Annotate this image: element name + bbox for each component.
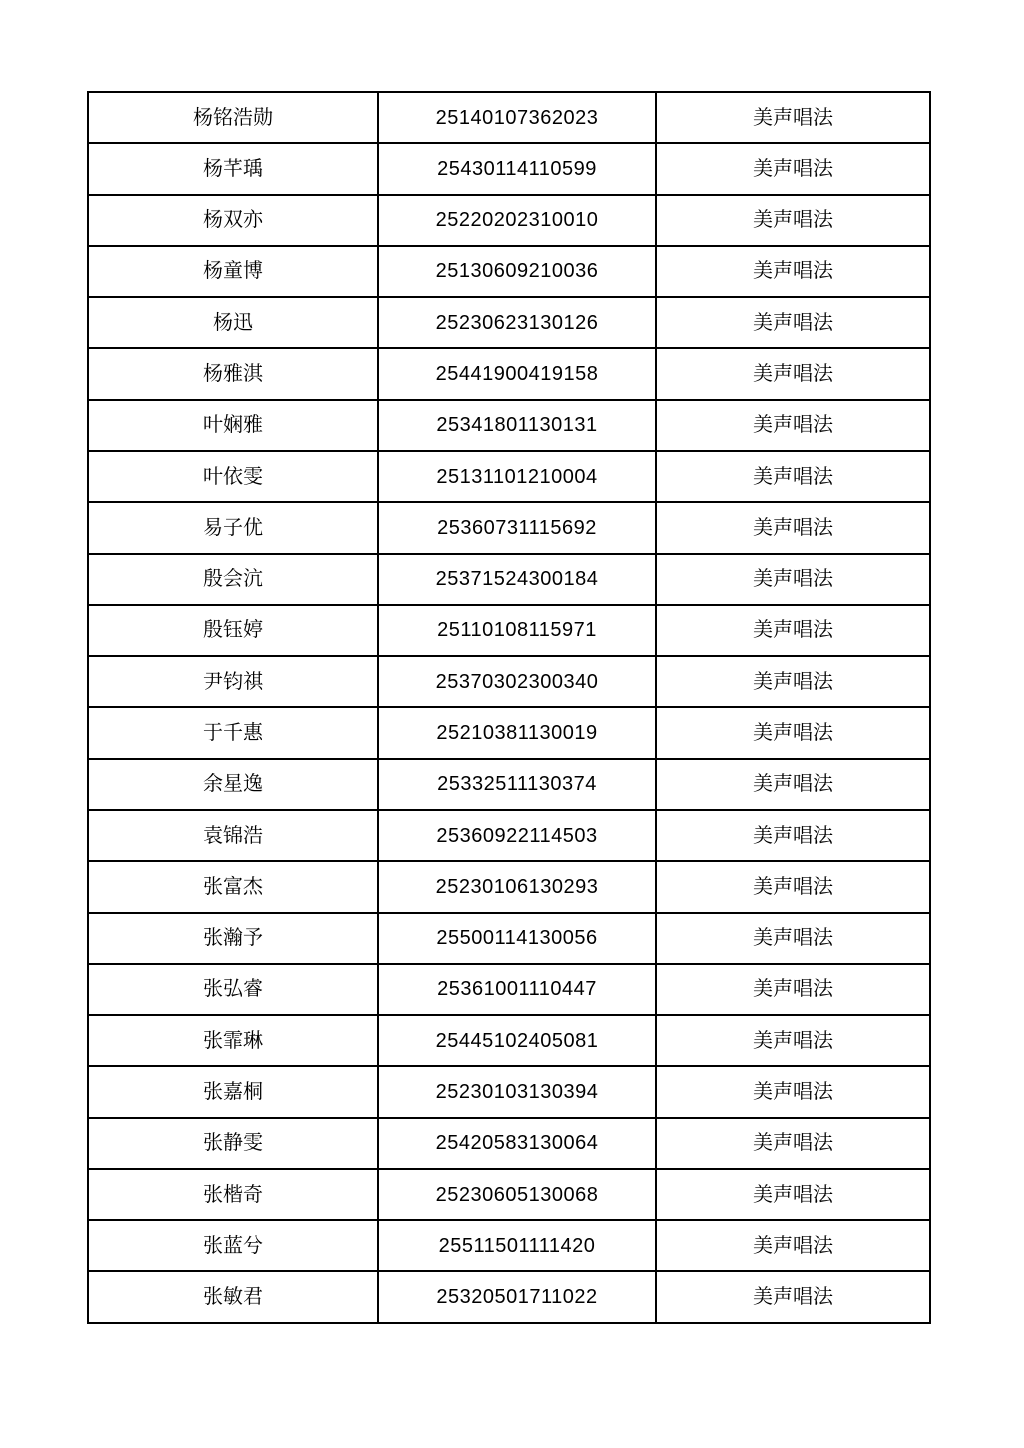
exam-number-cell: 25500114130056 <box>378 913 656 964</box>
vocal-style-cell: 美声唱法 <box>656 554 930 605</box>
name-cell: 张弘睿 <box>88 964 378 1015</box>
table-row <box>88 297 930 348</box>
name-cell: 张富杰 <box>88 861 378 912</box>
table-row <box>88 1271 930 1322</box>
name-cell: 张蓝兮 <box>88 1220 378 1271</box>
vocal-style-cell: 美声唱法 <box>656 1271 930 1322</box>
name-cell: 于千惠 <box>88 707 378 758</box>
name-cell: 张霏琳 <box>88 1015 378 1066</box>
exam-number-cell: 25360731115692 <box>378 502 656 553</box>
vocal-style-cell: 美声唱法 <box>656 92 930 143</box>
name-cell: 张静雯 <box>88 1118 378 1169</box>
name-cell: 杨芊瑀 <box>88 143 378 194</box>
vocal-style-cell: 美声唱法 <box>656 656 930 707</box>
name-cell: 张楷奇 <box>88 1169 378 1220</box>
table-row <box>88 1169 930 1220</box>
exam-number-cell: 25140107362023 <box>378 92 656 143</box>
exam-number-cell: 25341801130131 <box>378 400 656 451</box>
name-cell: 杨铭浩勋 <box>88 92 378 143</box>
exam-number-cell: 25320501711022 <box>378 1271 656 1322</box>
vocal-style-cell: 美声唱法 <box>656 195 930 246</box>
vocal-style-cell: 美声唱法 <box>656 143 930 194</box>
name-cell: 杨雅淇 <box>88 348 378 399</box>
name-cell: 杨童博 <box>88 246 378 297</box>
table-row <box>88 605 930 656</box>
vocal-style-cell: 美声唱法 <box>656 451 930 502</box>
exam-number-cell: 25110108115971 <box>378 605 656 656</box>
vocal-style-cell: 美声唱法 <box>656 297 930 348</box>
exam-number-cell: 25371524300184 <box>378 554 656 605</box>
name-cell: 殷会沆 <box>88 554 378 605</box>
vocal-style-cell: 美声唱法 <box>656 1118 930 1169</box>
exam-number-cell: 25130609210036 <box>378 246 656 297</box>
exam-number-cell: 25361001110447 <box>378 964 656 1015</box>
table-row <box>88 759 930 810</box>
name-cell: 尹钧祺 <box>88 656 378 707</box>
table-row <box>88 554 930 605</box>
name-cell: 张敏君 <box>88 1271 378 1322</box>
table-row <box>88 502 930 553</box>
exam-number-cell: 25430114110599 <box>378 143 656 194</box>
exam-number-cell: 25370302300340 <box>378 656 656 707</box>
name-cell: 余星逸 <box>88 759 378 810</box>
exam-number-cell: 25332511130374 <box>378 759 656 810</box>
exam-number-cell: 25210381130019 <box>378 707 656 758</box>
name-cell: 张瀚予 <box>88 913 378 964</box>
table-row <box>88 246 930 297</box>
vocal-style-cell: 美声唱法 <box>656 502 930 553</box>
vocal-style-cell: 美声唱法 <box>656 1169 930 1220</box>
table-row <box>88 143 930 194</box>
exam-number-cell: 25420583130064 <box>378 1118 656 1169</box>
name-cell: 叶娴雅 <box>88 400 378 451</box>
vocal-style-cell: 美声唱法 <box>656 348 930 399</box>
table-row <box>88 810 930 861</box>
exam-number-cell: 25445102405081 <box>378 1015 656 1066</box>
exam-number-cell: 25131101210004 <box>378 451 656 502</box>
vocal-style-cell: 美声唱法 <box>656 1015 930 1066</box>
vocal-style-cell: 美声唱法 <box>656 605 930 656</box>
registration-table <box>87 91 931 1324</box>
vocal-style-cell: 美声唱法 <box>656 913 930 964</box>
table-row <box>88 656 930 707</box>
table-row <box>88 1066 930 1117</box>
table-row <box>88 913 930 964</box>
name-cell: 叶依雯 <box>88 451 378 502</box>
registration-table-body <box>88 92 930 1323</box>
table-row <box>88 964 930 1015</box>
vocal-style-cell: 美声唱法 <box>656 810 930 861</box>
table-row <box>88 1220 930 1271</box>
table-row <box>88 400 930 451</box>
name-cell: 袁锦浩 <box>88 810 378 861</box>
vocal-style-cell: 美声唱法 <box>656 861 930 912</box>
name-cell: 杨迅 <box>88 297 378 348</box>
exam-number-cell: 25230605130068 <box>378 1169 656 1220</box>
table-row <box>88 1015 930 1066</box>
exam-number-cell: 25511501111420 <box>378 1220 656 1271</box>
exam-number-cell: 25230623130126 <box>378 297 656 348</box>
vocal-style-cell: 美声唱法 <box>656 707 930 758</box>
vocal-style-cell: 美声唱法 <box>656 400 930 451</box>
exam-number-cell: 25220202310010 <box>378 195 656 246</box>
vocal-style-cell: 美声唱法 <box>656 1066 930 1117</box>
name-cell: 张嘉桐 <box>88 1066 378 1117</box>
name-cell: 杨双亦 <box>88 195 378 246</box>
vocal-style-cell: 美声唱法 <box>656 1220 930 1271</box>
vocal-style-cell: 美声唱法 <box>656 759 930 810</box>
table-row <box>88 1118 930 1169</box>
table-row <box>88 92 930 143</box>
exam-number-cell: 25360922114503 <box>378 810 656 861</box>
vocal-style-cell: 美声唱法 <box>656 246 930 297</box>
table-row <box>88 861 930 912</box>
table-row <box>88 451 930 502</box>
exam-number-cell: 25441900419158 <box>378 348 656 399</box>
table-row <box>88 707 930 758</box>
exam-number-cell: 25230103130394 <box>378 1066 656 1117</box>
name-cell: 殷钰婷 <box>88 605 378 656</box>
table-row <box>88 348 930 399</box>
name-cell: 易子优 <box>88 502 378 553</box>
exam-number-cell: 25230106130293 <box>378 861 656 912</box>
table-row <box>88 195 930 246</box>
vocal-style-cell: 美声唱法 <box>656 964 930 1015</box>
